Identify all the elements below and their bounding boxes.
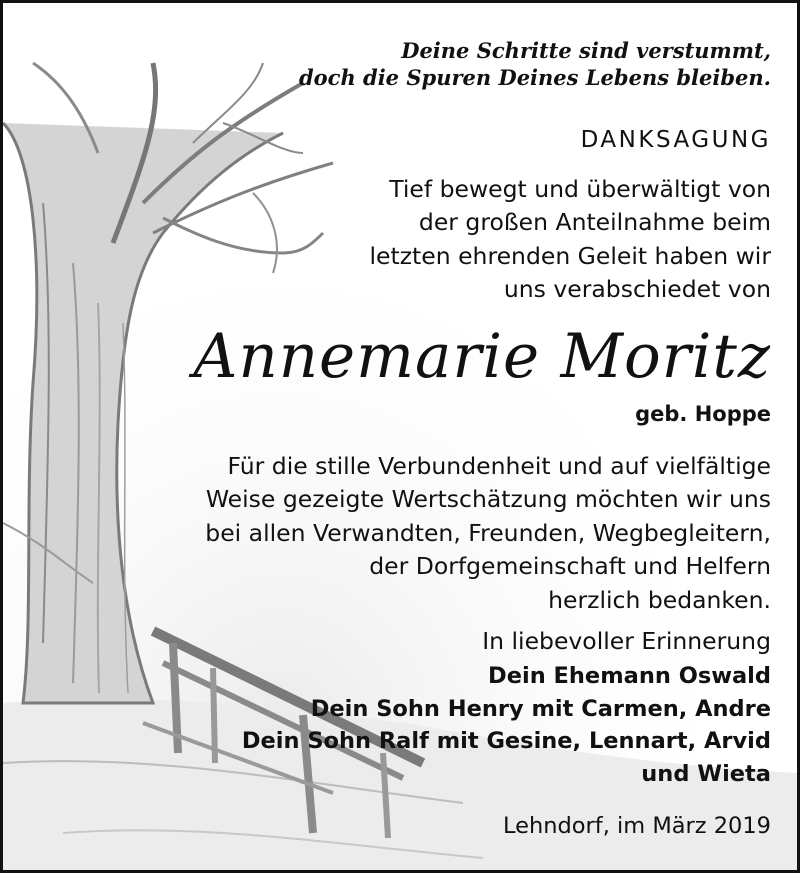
deceased-name: Annemarie Moritz [193, 321, 771, 392]
intro-line: uns verabschiedet von [503, 274, 771, 303]
family-member: und Wieta [641, 760, 771, 787]
intro-line: der großen Anteilnahme beim [418, 208, 771, 237]
thanks-line: bei allen Verwandten, Freunden, Wegbegleitern, [205, 518, 771, 547]
motto-line: Deine Schritte sind verstummt, [401, 38, 771, 63]
intro-line: letzten ehrenden Geleit haben wir [369, 241, 771, 270]
motto-line: doch die Spuren Deines Lebens bleiben. [298, 65, 771, 90]
thanks-line: der Dorfgemeinschaft und Helfern [369, 552, 771, 581]
family-member: Dein Sohn Ralf mit Gesine, Lennart, Arvid [241, 728, 771, 754]
family-member: Dein Ehemann Oswald [488, 663, 771, 689]
memory-phrase: In liebevoller Erinnerung [482, 627, 771, 655]
intro-line: Tief bewegt und überwältigt von [389, 175, 771, 203]
thanks-line: Für die stille Verbundenheit und auf vielfältige [227, 452, 771, 480]
thanks-line: Weise gezeigte Wertschätzung möchten wir uns [205, 485, 771, 514]
thanks-line: herzlich bedanken. [548, 585, 771, 614]
intro-text [370, 173, 771, 306]
birth-name: geb. Hoppe [635, 402, 771, 426]
thanks-text [205, 450, 771, 617]
family-list [242, 660, 771, 790]
place-date: Lehndorf, im März 2019 [502, 813, 771, 839]
page-title: DANKSAGUNG [580, 127, 771, 153]
motto [299, 37, 771, 91]
family-member: Dein Sohn Henry mit Carmen, Andre [310, 695, 771, 722]
